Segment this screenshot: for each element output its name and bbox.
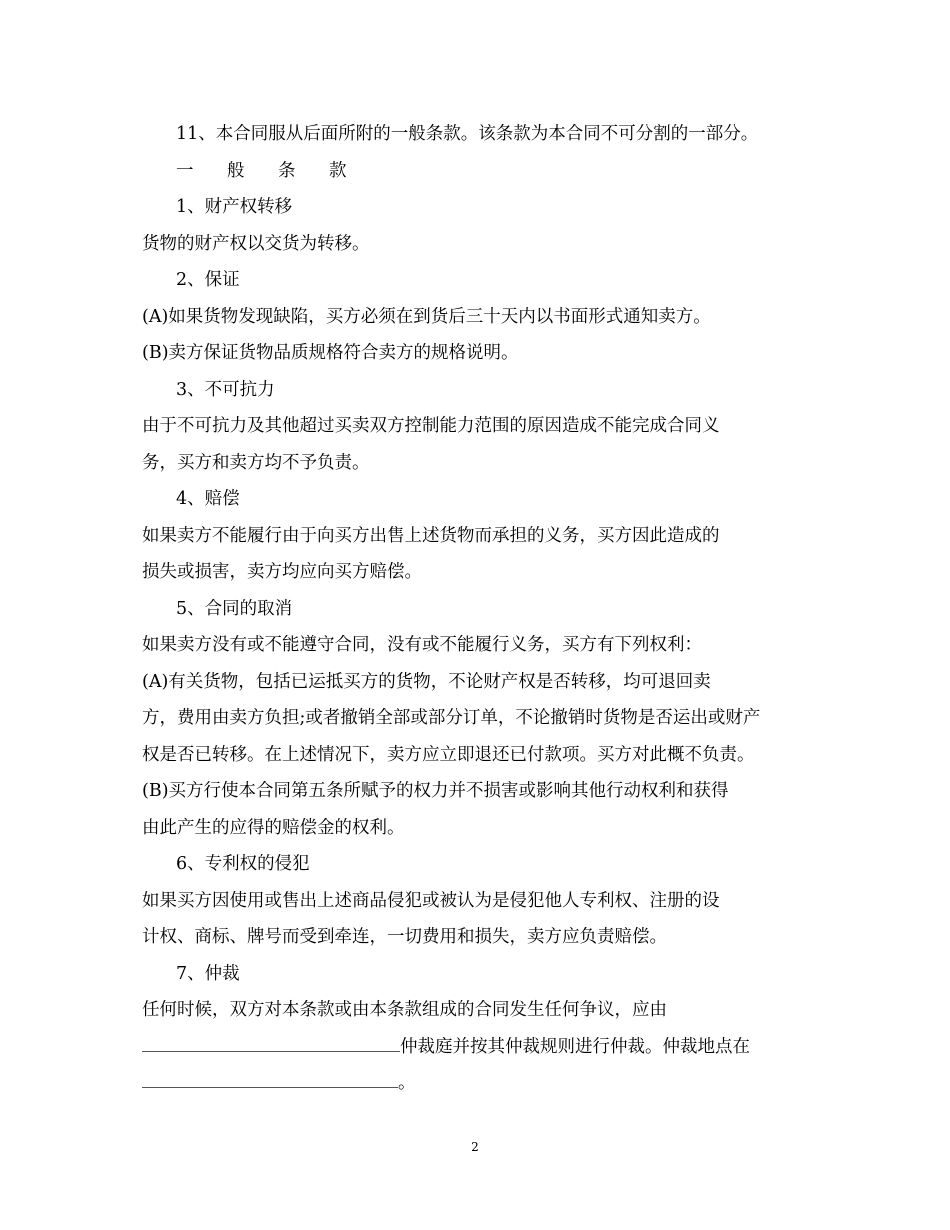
section-6-text-line-1: 如果买方因使用或售出上述商品侵犯或被认为是侵犯他人专利权、注册的设	[142, 890, 720, 911]
heading-char: 一	[176, 160, 194, 181]
heading-char: 款	[329, 160, 347, 181]
section-4-text-line-2: 损失或损害，卖方均应向买方赔偿。	[142, 562, 422, 582]
page-number: 2	[471, 1140, 479, 1154]
section-5-heading: 5、合同的取消	[176, 598, 293, 619]
section-7-text-line-1: 任何时候，双方对本条款或由本条款组成的合同发生任何争议，应由	[142, 1000, 667, 1020]
section-3-text-line-2: 务，买方和卖方均不予负责。	[142, 452, 370, 473]
heading-char: 般	[227, 160, 245, 181]
document-body	[142, 116, 810, 1102]
clause-11-text: 11、本合同服从后面所附的一般条款。该条款为本合同不可分割的一部分。	[176, 124, 759, 144]
section-4-heading: 4、赔偿	[176, 489, 240, 509]
arbitration-body-blank	[142, 1029, 400, 1052]
section-2-item-a: (A)如果货物发现缺陷，买方必须在到货后三十天内以书面形式通知卖方。	[142, 306, 711, 327]
section-5-item-a-line-3: 权是否已转移。在上述情况下，卖方应立即退还已付款项。买方对此概不负责。	[142, 744, 755, 765]
section-2-heading: 2、保证	[176, 270, 240, 290]
section-7-text-line-2	[142, 1029, 810, 1066]
section-7-text-line-3	[142, 1065, 810, 1102]
arbitration-end-punct: 。	[398, 1073, 416, 1093]
arbitration-place-blank	[142, 1065, 398, 1088]
section-5-item-b-line-2: 由此产生的应得的赔偿金的权利。	[142, 817, 405, 838]
section-1-text: 货物的财产权以交货为转移。	[142, 233, 370, 254]
section-5-intro: 如果卖方没有或不能遵守合同，没有或不能履行义务，买方有下列权利：	[142, 635, 702, 655]
section-5-item-a-line-2: 方，费用由卖方负担;或者撤销全部或部分订单，不论撤销时货物是否运出或财产	[142, 708, 761, 728]
section-7-heading: 7、仲裁	[176, 963, 240, 984]
section-1-heading: 1、财产权转移	[176, 197, 293, 217]
section-2-item-b: (B)卖方保证货物品质规格符合卖方的规格说明。	[142, 343, 519, 363]
section-6-text-line-2: 计权、商标、牌号而受到牵连，一切费用和损失，卖方应负责赔偿。	[142, 927, 667, 947]
heading-char: 条	[278, 160, 296, 181]
section-5-item-a-line-1: (A)有关货物，包括已运抵买方的货物，不论财产权是否转移，均可退回卖	[142, 671, 711, 692]
section-3-heading: 3、不可抗力	[176, 379, 275, 400]
section-6-heading: 6、专利权的侵犯	[176, 854, 310, 874]
section-4-text-line-1: 如果卖方不能履行由于向买方出售上述货物而承担的义务，买方因此造成的	[142, 525, 720, 546]
arbitration-text: 仲裁庭并按其仲裁规则进行仲裁。仲裁地点在	[400, 1036, 750, 1057]
section-5-item-b-line-1: (B)买方行使本合同第五条所赋予的权力并不损害或影响其他行动权利和获得	[142, 781, 729, 801]
section-3-text-line-1: 由于不可抗力及其他超过买卖双方控制能力范围的原因造成不能完成合同义	[142, 416, 720, 436]
general-terms-heading	[142, 153, 810, 190]
